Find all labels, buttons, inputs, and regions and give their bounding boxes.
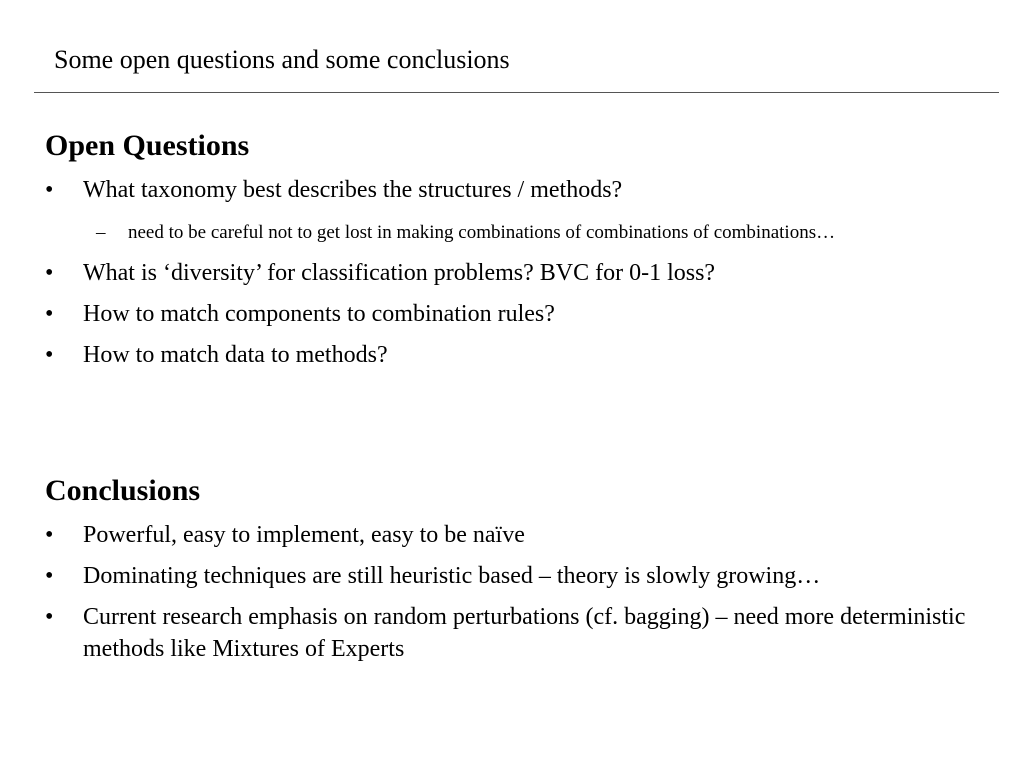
bullet-marker: • [45,177,54,203]
conclusion-text: Current research emphasis on random perturbations (cf. bagging) – need more deterministic methods like Mixtures of Experts [83,604,966,662]
dash-marker: – [96,222,106,243]
conclusion-item [45,560,985,592]
open-question-text: How to match data to methods? [83,342,388,368]
open-questions-heading: Open Questions [45,129,250,162]
bullet-marker: • [45,342,54,368]
open-question-item [45,298,985,330]
bullet-marker: • [45,563,54,589]
conclusion-text: Dominating techniques are still heuristic based – theory is slowly growing… [83,563,821,589]
bullet-marker: • [45,301,54,327]
conclusions-heading: Conclusions [45,474,201,507]
title-divider [34,92,999,93]
open-question-text: How to match components to combination rules? [83,301,555,327]
open-question-item [45,339,985,371]
bullet-marker: • [45,522,54,548]
open-question-subtext: need to be careful not to get lost in making combinations of combinations of combinations… [128,222,836,243]
slide-title: Some open questions and some conclusions [54,45,510,74]
conclusion-item [45,519,985,551]
open-question-subitem [96,220,996,246]
open-question-text: What is ‘diversity’ for classification problems? BVC for 0-1 loss? [83,260,716,286]
open-question-item [45,257,985,289]
conclusion-text: Powerful, easy to implement, easy to be naïve [83,522,525,548]
open-question-text: What taxonomy best describes the structures / methods? [83,177,623,203]
open-question-item [45,174,985,206]
bullet-marker: • [45,604,54,630]
bullet-marker: • [45,260,54,286]
conclusion-item [45,601,985,665]
